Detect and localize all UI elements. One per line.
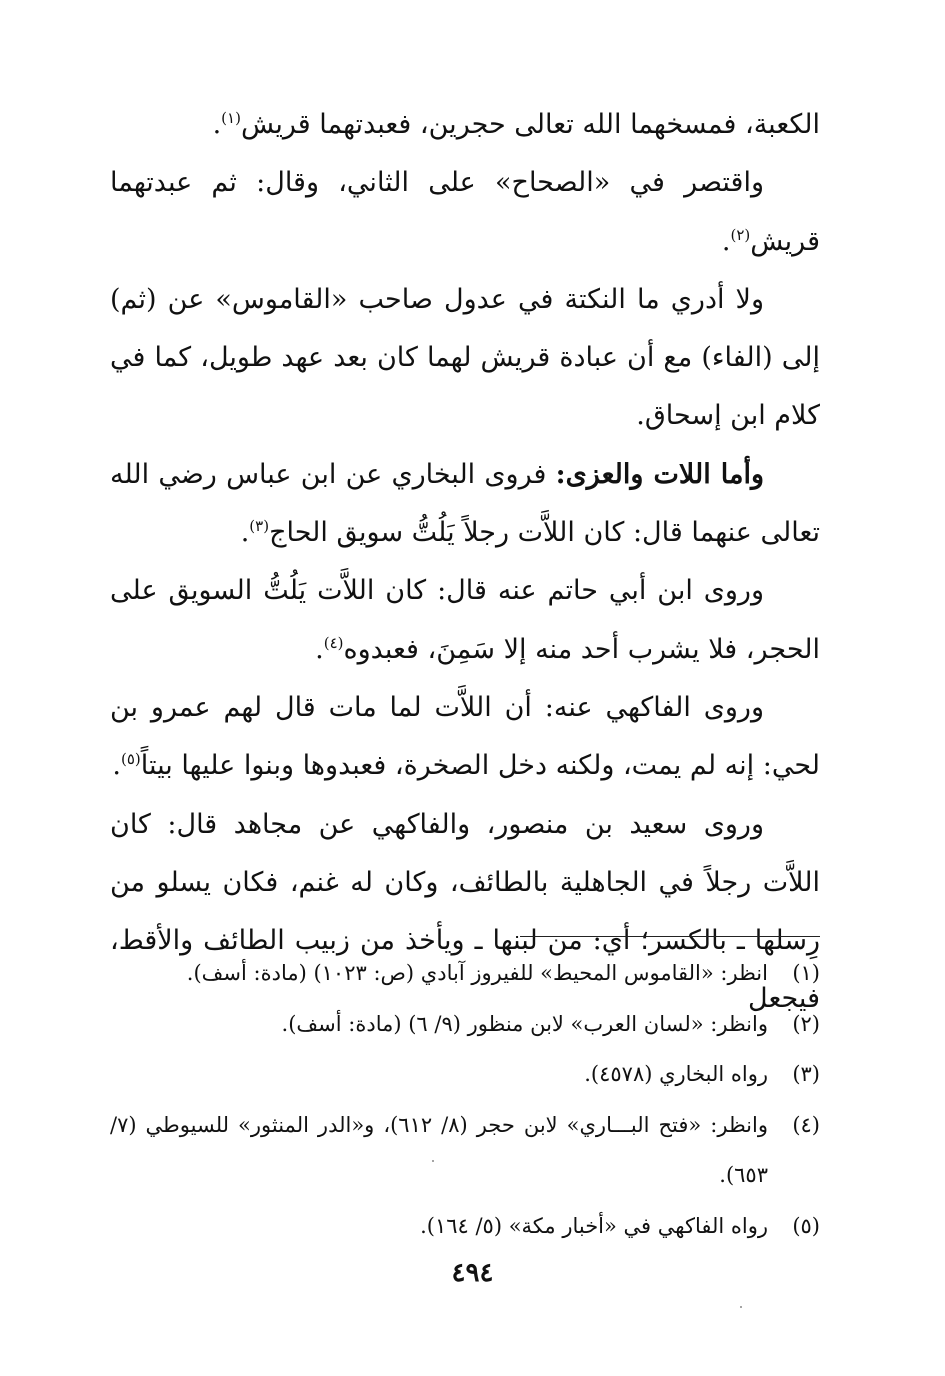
scan-speck	[432, 1160, 434, 1162]
footnote-item	[110, 1201, 820, 1252]
paragraph-5-end: .	[315, 633, 324, 665]
paragraph-5-text: وروى ابن أبي حاتم عنه قال: كان اللاَّت يَلُتُّ السويق على الحجر، فلا يشرب أحد منه إلا سَمِنَ، فعبدوه	[110, 575, 820, 665]
footnotes	[110, 948, 820, 1251]
section-heading-lat-uzza: وأما اللات والعزى:	[555, 458, 765, 490]
page-number: ٤٩٤	[451, 1258, 494, 1288]
paragraph-5	[110, 562, 820, 679]
footnote-number: (١)	[792, 961, 820, 985]
paragraph-2	[110, 154, 820, 271]
footnote-divider	[520, 936, 820, 937]
footnote-text: رواه الفاكهي في «أخبار مكة» (٥/ ١٦٤).	[420, 1213, 768, 1238]
footnote-item	[110, 1049, 820, 1100]
paragraph-3-text: ولا أدري ما النكتة في عدول صاحب «القاموس» عن (ثم) إلى (الفاء) مع أن عبادة قريش لهما كان بعد عهد طويل، كما في كلام ابن إسحاق.	[110, 283, 820, 432]
paragraph-4-end: .	[240, 517, 250, 549]
main-text	[110, 96, 820, 1029]
paragraph-6	[110, 679, 820, 796]
footnote-text: انظر: «القاموس المحيط» للفيروز آبادي (ص: ١٠٢٣) (مادة: أسف).	[186, 961, 768, 985]
footnote-item	[110, 999, 820, 1050]
paragraph-1-end: .	[212, 109, 222, 140]
paragraph-2-text: واقتصر في «الصحاح» على الثاني، وقال: ثم عبدتهما قريش	[110, 167, 820, 257]
footnote-ref-1: (١)	[221, 109, 241, 127]
scan-speck	[740, 1306, 742, 1308]
paragraph-4-text: فروى البخاري عن ابن عباس رضي الله تعالى عنهما قال: كان اللاَّت رجلاً يَلُتُّ سويق الحاج	[110, 458, 820, 549]
footnote-item	[110, 1100, 820, 1201]
footnote-item	[110, 948, 820, 999]
footnote-ref-2: (٢)	[730, 225, 751, 244]
paragraph-7-text: وروى سعيد بن منصور، والفاكهي عن مجاهد قال: كان اللاَّت رجلاً في الجاهلية بالطائف، وكان له غنم، فكان يسلو من رِسلها ـ بالكسر؛ أي: من لبنها ـ ويأخذ من زبيب الطائف والأقط، فيجعل	[110, 808, 820, 1015]
footnote-ref-4: (٤)	[323, 633, 344, 652]
paragraph-6-text: وروى الفاكهي عنه: أن اللاَّت لما مات قال لهم عمرو بن لحي: إنه لم يمت، ولكنه دخل الصخرة، فعبدوها وبنوا عليها بيتاً	[110, 691, 820, 782]
paragraph-3	[110, 271, 820, 446]
paragraph-4	[110, 446, 820, 563]
footnote-text: رواه البخاري (٤٥٧٨).	[584, 1062, 768, 1086]
footnote-ref-3: (٣)	[249, 517, 270, 536]
footnote-text: وانظر: «فتح البـــاري» لابن حجر (٨/ ٦١٢)، و«الدر المنثور» للسيوطي (٧/ ٦٥٣).	[110, 1112, 768, 1187]
footnote-number: (٤)	[792, 1112, 820, 1137]
footnote-number: (٥)	[792, 1213, 820, 1238]
paragraph-6-end: .	[112, 750, 121, 782]
paragraph-1-text: الكعبة، فمسخهما الله تعالى حجرين، فعبدتهما قريش	[240, 109, 820, 140]
paragraph-2-end: .	[721, 225, 731, 257]
paragraph-1	[110, 96, 820, 154]
footnote-number: (٢)	[792, 1011, 820, 1036]
footnote-text: وانظر: «لسان العرب» لابن منظور (٩/ ٦) (مادة: أسف).	[281, 1011, 768, 1036]
footnote-ref-5: (٥)	[121, 750, 141, 769]
footnote-number: (٣)	[792, 1062, 820, 1086]
